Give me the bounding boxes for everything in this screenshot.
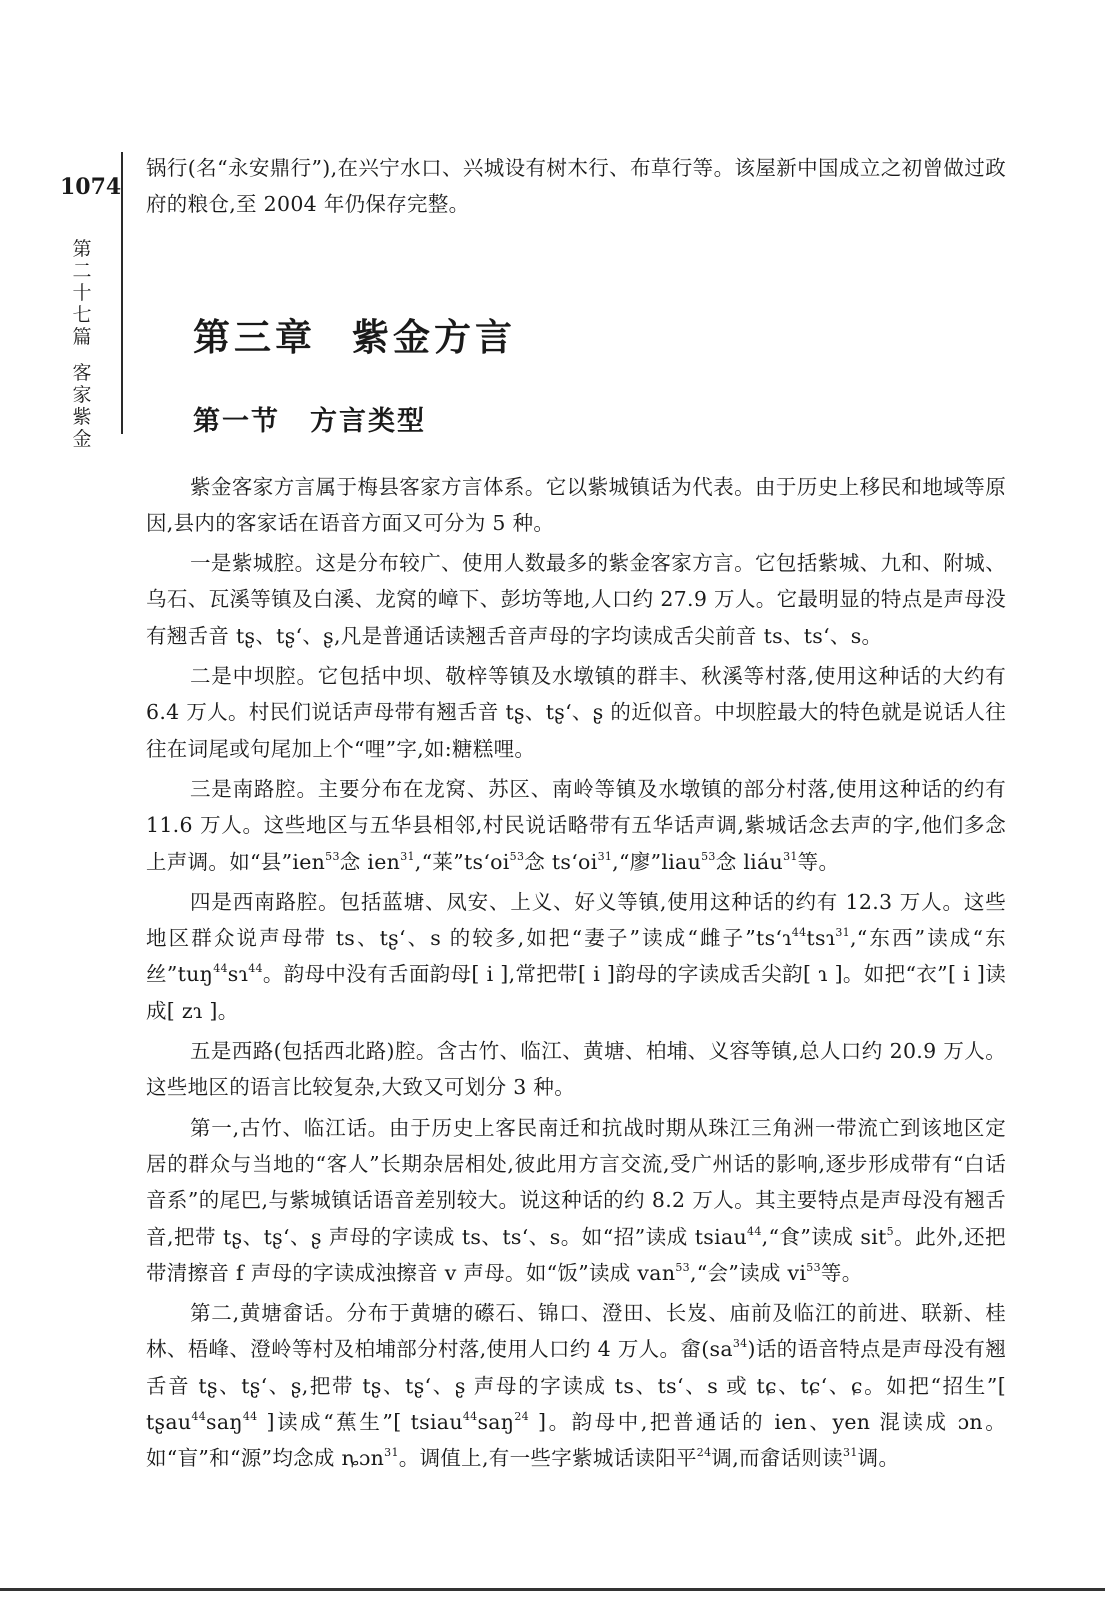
paragraph-text: 。此外,还把带清擦音 f 声母的字读成浊擦音 v 声母。如“饭”读成 van xyxy=(146,1224,1006,1285)
paragraph-text: 。韵母中没有舌面韵母[ i ],常把带[ i ]韵母的字读成舌尖韵[ ɿ ]。如把“衣”[ i ]读成[ zɿ ]。 xyxy=(146,962,1006,1023)
side-char: 七 xyxy=(72,304,92,326)
paragraph-text: 四是西南路腔。包括蓝塘、凤安、上义、好义等镇,使用这种话的约有 12.3 万人。这些地区群众说声母带 ts、tʂ‘、s 的较多,如把“妻子”读成“雌子”ts‘ɿ xyxy=(146,889,1006,951)
tone-superscript: 31 xyxy=(835,926,850,940)
tone-superscript: 24 xyxy=(696,1446,712,1460)
side-char: 客 xyxy=(72,362,92,384)
body-paragraph xyxy=(146,545,1006,654)
tone-superscript: 31 xyxy=(783,849,798,863)
paragraph-text: 念 ts‘oi xyxy=(524,849,598,874)
paragraph-text: ,“食”读成 sit xyxy=(761,1224,887,1249)
section-title xyxy=(193,402,1006,442)
paragraph-text: tsɿ xyxy=(806,926,836,951)
body-paragraph xyxy=(146,771,1006,880)
chapter-title xyxy=(193,312,1006,362)
intro-paragraph xyxy=(146,150,1006,223)
paragraph-text: sɿ xyxy=(227,962,249,987)
section-label: 第一节 xyxy=(193,405,280,437)
body-paragraph xyxy=(146,469,1006,542)
side-char: 家 xyxy=(72,384,92,406)
body-paragraphs xyxy=(146,469,1006,1477)
tone-superscript: 44 xyxy=(248,962,263,976)
vertical-section-label xyxy=(67,238,97,450)
tone-superscript: 53 xyxy=(509,849,525,863)
body-paragraph xyxy=(146,884,1006,1029)
paragraph-text: 五是西路(包括西北路)腔。含古竹、临江、黄塘、柏埔、义容等镇,总人口约 20.9 万人。这些地区的语言比较复杂,大致又可划分 3 种。 xyxy=(146,1039,1006,1100)
section-name: 方言类型 xyxy=(310,405,426,437)
tone-superscript: 5 xyxy=(886,1224,894,1238)
intro-line: 曾做过政府的粮仓,至 2004 年仍保存完整。 xyxy=(146,156,1006,217)
paragraph-text: 二是中坝腔。它包括中坝、敬梓等镇及水墩镇的群丰、秋溪等村落,使用这种话的大约有 6.4 万人。村民们说话声母带有翘舌音 tʂ、tʂ‘、ʂ 的近似音。中坝腔最大的特色就是说话人往往在词尾或句尾加上个“哩”字,如:糖糕哩。 xyxy=(146,664,1006,761)
body-paragraph xyxy=(146,1110,1006,1291)
tone-superscript: 31 xyxy=(597,849,613,863)
paragraph-text: 第一,古竹、临江话。由于历史上客民南迁和抗战时期从珠江三角洲一带流亡到该地区定居的群众与当地的“客人”长期杂居相处,彼此用方言交流,受广州话的影响,逐步形成带有“白话音系”的尾巴,与紫城镇话语音差别较大。说这种话的约 8.2 万人。其主要特点是声母没有翘舌音,把带 tʂ、tʂ‘、ʂ 声母的字读成 ts、ts‘、s。如“招”读成 tsiau xyxy=(146,1115,1006,1249)
paragraph-text: ,“莱”ts‘oi xyxy=(414,849,510,874)
tone-superscript: 31 xyxy=(400,849,415,863)
tone-superscript: 24 xyxy=(514,1410,529,1424)
chapter-name: 紫金方言 xyxy=(352,314,516,359)
paragraph-text: 念 liáu xyxy=(715,849,784,874)
paragraph-text: )话的语音特点是声母没有翘舌音 tʂ、tʂ‘、ʂ,把带 tʂ、tʂ‘、ʂ 声母的字读成 ts、ts‘、s 或 tɕ、tɕ‘、ɕ。如把“招生”[ tʂau xyxy=(146,1337,1006,1435)
side-gap xyxy=(67,348,97,362)
tone-superscript: 31 xyxy=(384,1446,399,1460)
paragraph-text: ]。韵母中,把普通话的 ien、yen 混读成 ɔn。如“盲”和“源”均念成 ȵɔn xyxy=(146,1410,1006,1471)
tone-superscript: 44 xyxy=(242,1410,258,1424)
side-char: 金 xyxy=(72,428,92,450)
paragraph-text: 一是紫城腔。这是分布较广、使用人数最多的紫金客家方言。它包括紫城、九和、附城、乌石、瓦溪等镇及白溪、龙窝的嶂下、彭坊等地,人口约 27.9 万人。它最明显的特点是声母没有翘舌音 tʂ、tʂ‘、ʂ,凡是普通话读翘舌音声母的字均读成舌尖前音 ts、ts‘、s。 xyxy=(146,551,1006,648)
paragraph-text: ,“东西”读成“东丝”tuŋ xyxy=(146,926,1006,987)
paragraph-text: 调。 xyxy=(857,1446,900,1471)
body-paragraph xyxy=(146,1033,1006,1106)
margin-rule xyxy=(121,152,123,434)
tone-superscript: 53 xyxy=(675,1260,690,1274)
tone-superscript: 53 xyxy=(806,1260,821,1274)
paragraph-text: 三是南路腔。主要分布在龙窝、苏区、南岭等镇及水墩镇的部分村落,使用这种话的约有 11.6 万人。这些地区与五华县相邻,村民说话略带有五华话声调,紫城话念去声的字,他们多念上声调。如“县”ien xyxy=(146,776,1006,874)
tone-superscript: 44 xyxy=(747,1224,762,1238)
side-char: 紫 xyxy=(72,406,92,428)
page-content xyxy=(146,150,1006,1477)
paragraph-text: 等。 xyxy=(820,1260,863,1285)
intro-line: 锅行(名“永安鼎行”),在兴宁水口、兴城设有树木行、布草行等。该屋新中国成立之初 xyxy=(146,156,923,180)
paragraph-text: ,“会”读成 vi xyxy=(689,1260,807,1285)
page-number: 1074 xyxy=(60,174,122,200)
paragraph-text: 念 ien xyxy=(339,849,401,874)
tone-superscript: 44 xyxy=(191,1410,206,1424)
tone-superscript: 53 xyxy=(325,849,340,863)
bottom-rule xyxy=(0,1588,1105,1591)
paragraph-text: ]读成“蕉生”[ tsiau xyxy=(257,1410,463,1435)
tone-superscript: 44 xyxy=(213,962,228,976)
chapter-label: 第三章 xyxy=(193,314,316,359)
side-char: 第 xyxy=(72,238,92,260)
body-paragraph xyxy=(146,658,1006,767)
paragraph-text: saŋ xyxy=(477,1410,515,1435)
paragraph-text: 。调值上,有一些字紫城话读阳平 xyxy=(398,1446,697,1471)
paragraph-text: 调,而畲话则读 xyxy=(711,1446,844,1471)
paragraph-text: saŋ xyxy=(206,1410,243,1435)
paragraph-text: 紫金客家方言属于梅县客家方言体系。它以紫城镇话为代表。由于历史上移民和地域等原因,县内的客家话在语音方面又可分为 5 种。 xyxy=(146,474,1006,535)
side-char: 十 xyxy=(72,282,92,304)
tone-superscript: 31 xyxy=(843,1446,858,1460)
side-char: 篇 xyxy=(72,326,92,348)
paragraph-text: ,“廖”liau xyxy=(612,849,702,874)
tone-superscript: 34 xyxy=(732,1337,748,1351)
body-paragraph xyxy=(146,1295,1006,1476)
tone-superscript: 44 xyxy=(791,926,807,940)
side-char: 二 xyxy=(72,260,92,282)
paragraph-text: 等。 xyxy=(797,849,840,874)
tone-superscript: 44 xyxy=(462,1410,478,1424)
tone-superscript: 53 xyxy=(701,849,716,863)
paragraph-text: 第二,黄塘畲话。分布于黄塘的礤石、锦口、澄田、长岌、庙前及临江的前进、联新、桂林、梧峰、澄岭等村及柏埔部分村落,使用人口约 4 万人。畲(sa xyxy=(146,1301,1006,1362)
